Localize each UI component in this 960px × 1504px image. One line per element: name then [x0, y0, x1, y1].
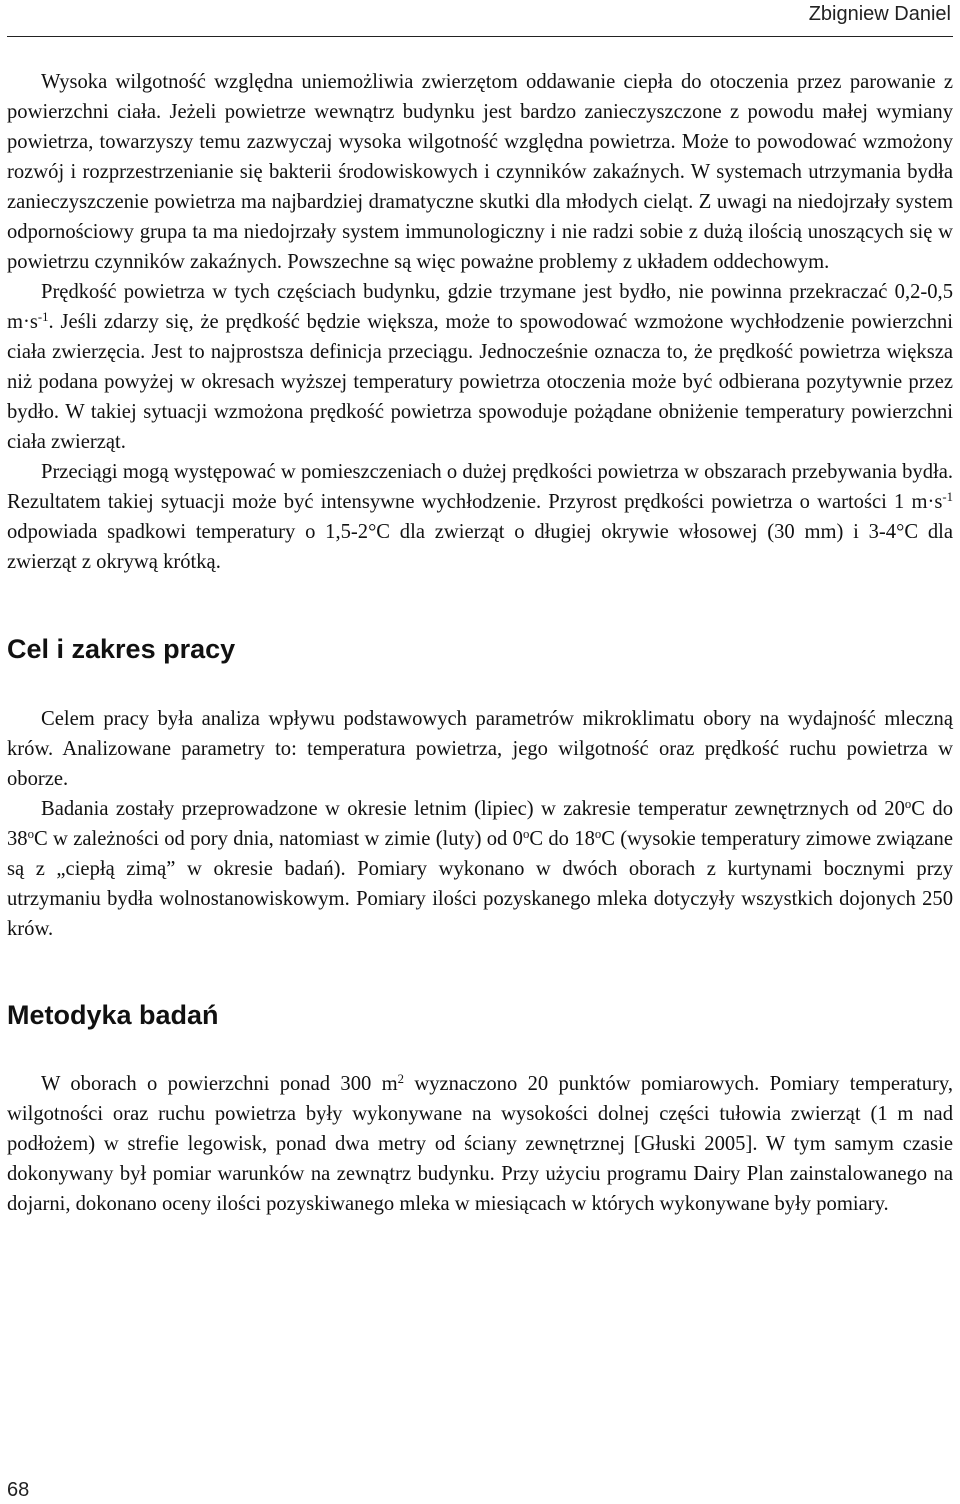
paragraph-research-period — [7, 794, 953, 944]
superscript: -1 — [37, 309, 49, 324]
text-run: wyznaczono 20 punktów pomiarowych. Pomiary temperatury, wilgotności oraz ruchu powietrza były wykonywane na wysokości dolnej części tułowia zwierząt (1 m nad podłożem) w strefie legowisk, ponad dwa metry od ściany zewnętrznej [Głuski 2005]. W tym samym czasie dokonywany był pomiar warunków na zewnątrz budynku. Przy użyciu programu Dairy Plan zainstalowanego na dojarni, dokonano oceny ilości pozyskiwanego mleka w miesiącach w których wykonywane były pomiary. — [7, 1073, 953, 1215]
paragraph-goal: Celem pracy była analiza wpływu podstawowych parametrów mikroklimatu obory na wydajność mleczną krów. Analizowane parametry to: temperatura powietrza, jego wilgotność oraz prędkość ruchu powietrza w oborze. — [7, 708, 953, 790]
page-body — [7, 67, 953, 1219]
paragraph-method — [7, 1069, 953, 1219]
text-run: odpowiada spadkowi temperatury o 1,5-2°C dla zwierząt o długiej okrywie włosowej (30 mm) i 3-4°C dla zwierząt z okrywą krótką. — [7, 521, 953, 573]
text-run: C do 18 — [529, 828, 595, 850]
running-header — [7, 0, 953, 37]
text-run: W oborach o powierzchni ponad 300 m — [41, 1073, 398, 1095]
section-heading-goal: Cel i zakres pracy — [7, 634, 236, 664]
degree-superscript: o — [904, 796, 912, 811]
superscript: -1 — [942, 489, 953, 504]
superscript: 2 — [397, 1071, 405, 1086]
text-run: Badania zostały przeprowadzone w okresie letnim (lipiec) w zakresie temperatur zewnętrznych od 20 — [41, 798, 905, 820]
text-run: . Jeśli zdarzy się, że prędkość będzie większa, może to spowodować wzmożone wychłodzenie powierzchni ciała zwierzęcia. Jest to najprostsza definicja przeciągu. Jednocześnie oznacza to, że prędkość powietrza większa niż podana powyżej w okresach wyższej temperatury powietrza otoczenia może być odbierana pozytywnie przez bydło. W takiej sytuacji wzmożona prędkość powietrza spowoduje pożądane obniżenie temperatury powierzchni ciała zwierząt. — [7, 311, 953, 453]
paragraph-air-velocity — [7, 277, 953, 457]
section-heading-method: Metodyka badań — [7, 1000, 219, 1030]
degree-superscript: o — [594, 826, 602, 841]
degree-superscript: o — [27, 826, 34, 841]
text-run: Prędkość powietrza w tych częściach budynku, gdzie trzymane jest bydło, nie powinna przekraczać 0,2-0,5 m·s — [7, 281, 953, 333]
paragraph-drafts — [7, 457, 953, 577]
text-run: C (wysokie temperatury zimowe związane są z „ciepłą zimą” w okresie badań). Pomiary wykonano w dwóch oborach z kurtynami bocznymi przy utrzymaniu bydła wolnostanowiskowym. Pomiary ilości pozyskanego mleka dotyczyły wszystkich dojonych 250 krów. — [7, 828, 953, 940]
paragraph-humidity: Wysoka wilgotność względna uniemożliwia zwierzętom oddawanie ciepła do otoczenia przez parowanie z powierzchni ciała. Jeżeli powietrze wewnątrz budynku jest bardzo zanieczyszczone z powodu małej wymiany powietrza, towarzyszy temu zazwyczaj wysoka wilgotność względna powietrza. Może to powodować wzmożony rozwój i rozprzestrzenianie się bakterii środowiskowych i czynników zakaźnych. W systemach utrzymania bydła zanieczyszczenie powietrza ma najbardziej dramatyczne skutki dla młodych cieląt. Z uwagi na niedojrzały system odpornościowy grupa ta ma niedojrzały system immunologiczny i nie radzi sobie z dużą ilością unoszących się w powietrzu czynników zakaźnych. Powszechne są więc poważne problemy z układem oddechowym. — [7, 71, 953, 273]
degree-superscript: o — [522, 826, 530, 841]
page-number: 68 — [7, 1479, 30, 1501]
text-run: C w zależności od pory dnia, natomiast w zimie (luty) od 0 — [33, 828, 523, 850]
text-run: Przeciągi mogą występować w pomieszczeniach o dużej prędkości powietrza w obszarach przebywania bydła. Rezultatem takiej sytuacji może być intensywne wychłodzenie. Przyrost prędkości powietrza o wartości 1 m·s — [7, 461, 953, 513]
text-run: C do 38 — [7, 798, 954, 850]
author-name: Zbigniew Daniel — [808, 3, 951, 25]
